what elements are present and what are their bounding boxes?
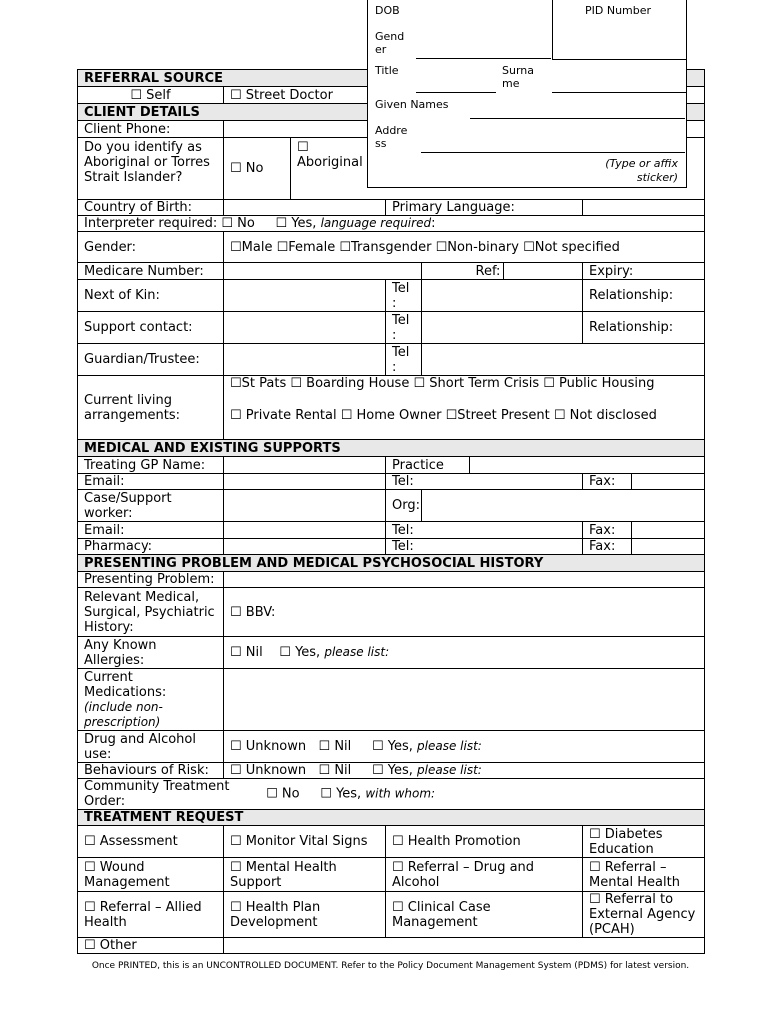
worker-fax-label: Fax: — [583, 522, 632, 539]
dob-label: DOB — [375, 4, 400, 17]
pid-number-label: PID Number — [585, 4, 652, 17]
treatment-assessment[interactable]: ☐ Assessment — [78, 826, 224, 858]
bbv-checkbox[interactable]: ☐ BBV: — [224, 588, 705, 637]
language-required-label: language required — [320, 216, 432, 230]
cto-no-checkbox[interactable]: ☐ No — [266, 786, 300, 802]
allergies-options[interactable] — [224, 637, 705, 669]
medications-label-cell — [78, 669, 224, 731]
worker-fax-field[interactable] — [632, 522, 705, 539]
drug-yes-checkbox[interactable]: ☐ Yes, — [371, 739, 413, 754]
cto-with-whom: with whom: — [365, 786, 436, 801]
living-arrangements-label: Current living arrangements: — [78, 376, 224, 440]
allergies-nil-checkbox[interactable]: ☐ Nil — [230, 645, 263, 660]
interpreter-no-checkbox[interactable]: ☐ No — [221, 216, 255, 231]
worker-tel-label: Tel: — [386, 522, 583, 539]
country-of-birth-label: Country of Birth: — [78, 200, 224, 216]
practice-field[interactable] — [470, 457, 705, 474]
org-field[interactable] — [422, 490, 705, 522]
title-line — [416, 92, 496, 93]
treatment-request-heading: TREATMENT REQUEST — [78, 810, 705, 826]
surname-line — [552, 92, 686, 93]
treatment-referral-allied-health[interactable]: ☐ Referral – Allied Health — [78, 892, 224, 938]
aboriginal-question: Do you identify as Aboriginal or Torres Strait Islander? — [78, 138, 224, 200]
gender-line — [416, 58, 551, 59]
pid-number-box[interactable] — [552, 0, 686, 60]
street-doctor-checkbox[interactable]: ☐ Street Doctor — [224, 87, 705, 104]
aboriginal-checkbox[interactable]: ☐ — [297, 140, 309, 155]
medical-supports-heading: MEDICAL AND EXISTING SUPPORTS — [78, 440, 705, 457]
gp-fax-field[interactable] — [632, 474, 705, 490]
presenting-problem-label: Presenting Problem: — [78, 572, 224, 588]
interpreter-yes-checkbox[interactable]: ☐ Yes, — [275, 216, 317, 231]
address-line — [421, 152, 685, 153]
gp-tel-label: Tel: — [386, 474, 583, 490]
medicare-field[interactable] — [224, 263, 422, 280]
footer-disclaimer: Once PRINTED, this is an UNCONTROLLED DOCUMENT. Refer to the Policy Document Management System (PDMS) for latest version. — [91, 961, 690, 971]
kin-relationship-label: Relationship: — [583, 280, 705, 312]
kin-tel-field[interactable] — [422, 280, 583, 312]
patient-id-sticker-box[interactable] — [367, 0, 687, 188]
treatment-referral-drug-alcohol[interactable]: ☐ Referral – Drug and Alcohol — [386, 858, 583, 892]
surname-label: Surna me — [502, 64, 534, 90]
support-tel-field[interactable] — [422, 312, 583, 344]
gp-name-field[interactable] — [224, 457, 386, 474]
guardian-field[interactable] — [224, 344, 386, 376]
title-label: Title — [375, 64, 399, 77]
presenting-problem-field[interactable] — [224, 572, 705, 588]
allergies-yes-checkbox[interactable]: ☐ Yes, — [279, 645, 321, 660]
guardian-tel-field[interactable] — [422, 344, 705, 376]
medicare-spacer — [422, 263, 470, 280]
interpreter-row — [78, 216, 705, 232]
medicare-label: Medicare Number: — [78, 263, 224, 280]
behaviours-please-list: please list: — [417, 763, 482, 777]
treatment-referral-external-agency[interactable]: ☐ Referral to External Agency (PCAH) — [583, 892, 705, 938]
referral-source-heading: REFERRAL SOURCE — [78, 70, 705, 87]
medications-note: (include non-prescription) — [84, 700, 163, 729]
practice-label: Practice — [386, 457, 470, 474]
treatment-mental-health-support[interactable]: ☐ Mental Health Support — [224, 858, 386, 892]
living-options-line-1[interactable]: ☐St Pats ☐ Boarding House ☐ Short Term Crisis ☐ Public Housing — [230, 376, 655, 391]
worker-email-label: Email: — [78, 522, 224, 539]
gp-fax-label: Fax: — [583, 474, 632, 490]
living-options-line-2[interactable]: ☐ Private Rental ☐ Home Owner ☐Street Present ☐ Not disclosed — [230, 408, 657, 423]
referral-form-table — [77, 69, 705, 954]
case-worker-field[interactable] — [224, 490, 386, 522]
support-tel-label: Tel : — [386, 312, 422, 344]
support-contact-field[interactable] — [224, 312, 386, 344]
treatment-wound-management[interactable]: ☐ Wound Management — [78, 858, 224, 892]
case-worker-label: Case/Support worker: — [78, 490, 224, 522]
living-arrangements-options[interactable] — [224, 376, 705, 440]
expiry-label: Expiry: — [583, 263, 705, 280]
treatment-other[interactable]: ☐ Other — [78, 938, 224, 954]
relevant-history-label: Relevant Medical, Surgical, Psychiatric History: — [78, 588, 224, 637]
behaviours-unknown-checkbox[interactable]: ☐ Unknown — [230, 763, 307, 778]
client-details-heading: CLIENT DETAILS — [78, 104, 705, 121]
allergies-label: Any Known Allergies: — [78, 637, 224, 669]
pharmacy-field[interactable] — [224, 539, 386, 555]
history-heading: PRESENTING PROBLEM AND MEDICAL PSYCHOSOCIAL HISTORY — [78, 555, 705, 572]
given-names-label: Given Names — [375, 98, 449, 111]
gp-email-label: Email: — [78, 474, 224, 490]
behaviours-options[interactable] — [224, 763, 705, 779]
next-of-kin-label: Next of Kin: — [78, 280, 224, 312]
primary-language-field[interactable] — [583, 200, 705, 216]
support-relationship-label: Relationship: — [583, 312, 705, 344]
guardian-tel-label: Tel : — [386, 344, 422, 376]
medications-label: Current Medications: — [84, 670, 167, 700]
drug-please-list: please list: — [417, 739, 482, 753]
cto-label: Community Treatment Order: — [84, 779, 230, 809]
gp-name-label: Treating GP Name: — [78, 457, 224, 474]
ref-label: Ref: — [470, 263, 504, 280]
behaviours-label: Behaviours of Risk: — [78, 763, 224, 779]
treatment-clinical-case-management[interactable]: ☐ Clinical Case Management — [386, 892, 583, 938]
gender-options[interactable]: ☐Male ☐Female ☐Transgender ☐Non-binary ☐Not specified — [224, 232, 705, 263]
ref-field[interactable] — [504, 263, 583, 280]
drug-nil-checkbox[interactable]: ☐ Nil — [318, 739, 352, 754]
treatment-monitor-vital-signs[interactable]: ☐ Monitor Vital Signs — [224, 826, 386, 858]
treatment-health-plan[interactable]: ☐ Health Plan Development — [224, 892, 386, 938]
cto-row — [78, 779, 705, 810]
sticker-gender-label: Gend er — [375, 30, 405, 56]
drug-alcohol-label: Drug and Alcohol use: — [78, 731, 224, 763]
allergies-please-list: please list: — [324, 645, 390, 659]
org-label: Org: — [386, 490, 422, 522]
treatment-referral-mental-health[interactable]: ☐ Referral – Mental Health — [583, 858, 705, 892]
pharmacy-tel-label: Tel: — [386, 539, 583, 555]
behaviours-nil-checkbox[interactable]: ☐ Nil — [318, 763, 352, 778]
kin-tel-label: Tel : — [386, 280, 422, 312]
client-phone-label: Client Phone: — [78, 121, 224, 138]
drug-unknown-checkbox[interactable]: ☐ Unknown — [230, 739, 307, 754]
next-of-kin-field[interactable] — [224, 280, 386, 312]
pharmacy-fax-field[interactable] — [632, 539, 705, 555]
medications-field[interactable] — [224, 669, 705, 731]
self-checkbox[interactable]: ☐ Self — [78, 87, 224, 104]
pharmacy-label: Pharmacy: — [78, 539, 224, 555]
drug-alcohol-options[interactable] — [224, 731, 705, 763]
sticker-note: (Type or affix sticker) — [605, 157, 678, 184]
gender-label: Gender: — [78, 232, 224, 263]
given-names-line — [470, 118, 685, 119]
country-of-birth-field[interactable] — [224, 200, 386, 216]
worker-email-field[interactable] — [224, 522, 386, 539]
support-contact-label: Support contact: — [78, 312, 224, 344]
aboriginal-no-checkbox[interactable]: ☐ No — [224, 138, 291, 200]
aboriginal-label: Aboriginal — [297, 155, 363, 170]
treatment-other-field[interactable] — [224, 938, 705, 954]
gp-email-field[interactable] — [224, 474, 386, 490]
behaviours-yes-checkbox[interactable]: ☐ Yes, — [371, 763, 413, 778]
address-label: Addre ss — [375, 124, 408, 150]
primary-language-label: Primary Language: — [386, 200, 583, 216]
cto-yes-checkbox[interactable]: ☐ Yes, — [320, 786, 362, 802]
treatment-health-promotion[interactable]: ☐ Health Promotion — [386, 826, 583, 858]
interpreter-label: Interpreter required: — [84, 216, 218, 231]
language-colon: : — [431, 216, 436, 231]
pharmacy-fax-label: Fax: — [583, 539, 632, 555]
guardian-label: Guardian/Trustee: — [78, 344, 224, 376]
treatment-diabetes-education[interactable]: ☐ Diabetes Education — [583, 826, 705, 858]
